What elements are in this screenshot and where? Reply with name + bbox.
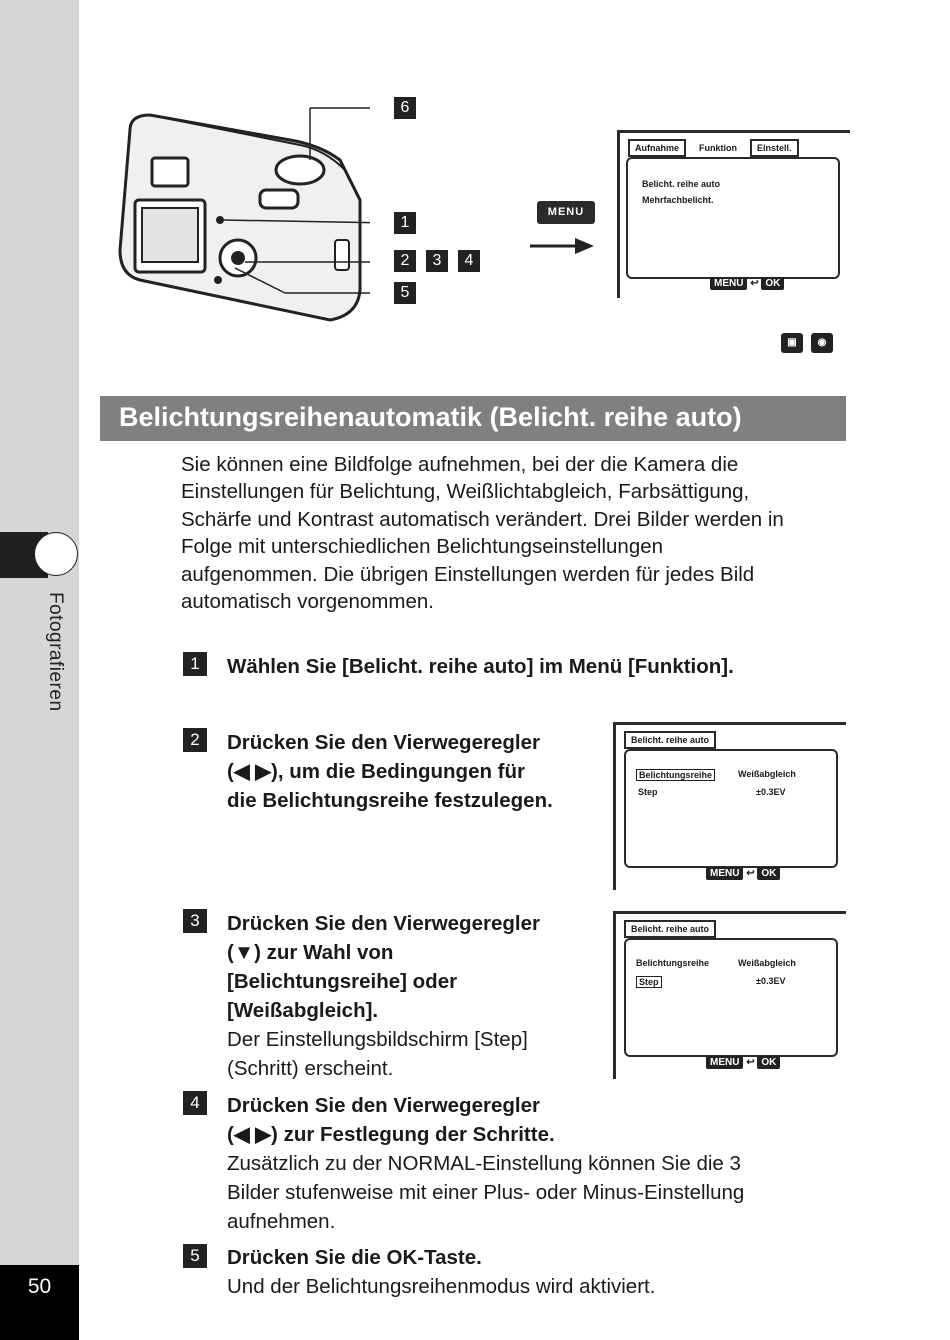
step-5-line: Und der Belichtungsreihenmodus wird aktiviert. xyxy=(227,1275,656,1298)
lcd-tab-function: Funktion xyxy=(692,139,744,157)
callout-2: 2 xyxy=(394,250,416,272)
lcd-footer xyxy=(710,278,784,289)
lcd-footer xyxy=(706,868,780,879)
chapter-tab-circle xyxy=(34,532,78,576)
picture-mode-icon: ▣ xyxy=(781,333,803,353)
lcd-col-bracket: Belichtungsreihe xyxy=(636,958,710,968)
lcd-panel xyxy=(624,749,838,868)
menu-key: MENU xyxy=(537,201,595,224)
step-4-number: 4 xyxy=(183,1091,207,1115)
step-5-text xyxy=(227,1243,655,1301)
camera-illustration xyxy=(110,90,370,335)
step-1-number: 1 xyxy=(183,652,207,676)
return-arrow-icon: ↩ xyxy=(746,868,755,879)
arrow-right-icon xyxy=(530,236,595,256)
step-3-line: (▼) zur Wahl von xyxy=(227,941,394,964)
intro-paragraph xyxy=(181,451,851,615)
chapter-label: Fotografieren xyxy=(45,592,66,712)
lcd-tab-setup: Einstell. xyxy=(750,139,799,157)
step-3-line: Der Einstellungsbildschirm [Step] xyxy=(227,1028,528,1051)
step-3-line: [Belichtungsreihe] oder xyxy=(227,970,458,993)
step-4-line: aufnehmen. xyxy=(227,1210,336,1233)
step-3-line: [Weißabgleich]. xyxy=(227,999,379,1022)
step-1-text xyxy=(227,652,734,681)
lcd-line-1: Belicht. reihe auto xyxy=(642,179,721,189)
side-margin xyxy=(0,0,79,1340)
step-4-line: Bilder stufenweise mit einer Plus- oder Minus-Einstellung xyxy=(227,1181,745,1204)
intro-line: Sie können eine Bildfolge aufnehmen, bei der die Kamera die xyxy=(181,453,739,476)
step-2-number: 2 xyxy=(183,728,207,752)
callout-4: 4 xyxy=(458,250,480,272)
lcd-footer-menu: MENU xyxy=(710,277,747,290)
callout-3: 3 xyxy=(426,250,448,272)
lcd-row-step: Step xyxy=(638,787,658,797)
lcd-footer-ok: OK xyxy=(757,867,780,880)
step-2-line: Drücken Sie den Vierwegeregler xyxy=(227,731,540,754)
callout-6: 6 xyxy=(394,97,416,119)
lcd-col-wb: Weißabgleich xyxy=(738,769,796,779)
callout-1: 1 xyxy=(394,212,416,234)
section-title: Belichtungsreihenautomatik (Belicht. reihe auto) xyxy=(119,402,742,432)
step-3-number: 3 xyxy=(183,909,207,933)
intro-line: Folge mit unterschiedlichen Belichtungseinstellungen xyxy=(181,535,664,559)
lcd-row-step: Step xyxy=(636,976,662,988)
step-4-line: (◀ ▶) zur Festlegung der Schritte. xyxy=(227,1123,555,1146)
lcd-footer-menu: MENU xyxy=(706,867,743,880)
intro-line: Einstellungen für Belichtung, Weißlichtabgleich, Farbsättigung, xyxy=(181,480,750,504)
lcd-function-menu xyxy=(617,130,850,298)
intro-line: aufgenommen. Die übrigen Einstellungen werden für jedes Bild xyxy=(181,562,755,586)
lcd-footer-menu: MENU xyxy=(706,1056,743,1069)
step-5-number: 5 xyxy=(183,1244,207,1268)
lcd-header-tab: Belicht. reihe auto xyxy=(624,731,716,749)
lcd-tab-capture: Aufnahme xyxy=(628,139,686,157)
lcd-footer xyxy=(706,1057,780,1068)
lcd-col-bracket: Belichtungsreihe xyxy=(636,769,715,781)
lcd-header-tab: Belicht. reihe auto xyxy=(624,920,716,938)
lcd-line-2: Mehrfachbelicht. xyxy=(642,195,714,205)
lcd-bracket-screen-1 xyxy=(613,722,846,890)
lcd-bracket-screen-2 xyxy=(613,911,846,1079)
step-4-text xyxy=(227,1091,744,1236)
step-5-line: Drücken Sie die OK-Taste. xyxy=(227,1246,482,1269)
step-3-text xyxy=(227,909,540,1083)
lcd-footer-ok: OK xyxy=(757,1056,780,1069)
step-4-line: Zusätzlich zu der NORMAL-Einstellung können Sie die 3 xyxy=(227,1152,741,1175)
lcd-row-value: ±0.3EV xyxy=(756,976,786,986)
step-1-line: Wählen Sie [Belicht. reihe auto] im Menü [Funktion]. xyxy=(227,655,734,678)
step-4-line: Drücken Sie den Vierwegeregler xyxy=(227,1094,540,1117)
intro-line: automatisch vorgenommen. xyxy=(181,590,434,614)
step-2-line: die Belichtungsreihe festzulegen. xyxy=(227,789,553,812)
return-arrow-icon: ↩ xyxy=(750,278,759,289)
page-number: 50 xyxy=(27,1275,52,1298)
lcd-col-wb: Weißabgleich xyxy=(738,958,796,968)
mode-icons xyxy=(781,333,833,353)
lcd-panel xyxy=(624,938,838,1057)
intro-line: Schärfe und Kontrast automatisch verändert. Drei Bilder werden in xyxy=(181,507,784,531)
lcd-row-value: ±0.3EV xyxy=(756,787,786,797)
callout-5: 5 xyxy=(394,282,416,304)
step-3-line: Drücken Sie den Vierwegeregler xyxy=(227,912,540,935)
lcd-panel xyxy=(626,157,840,279)
step-2-text xyxy=(227,728,553,815)
step-2-line: (◀ ▶), um die Bedingungen für xyxy=(227,760,526,783)
lcd-footer-ok: OK xyxy=(761,277,784,290)
return-arrow-icon: ↩ xyxy=(746,1057,755,1068)
camera-mode-icon: ◉ xyxy=(811,333,833,353)
step-3-line: (Schritt) erscheint. xyxy=(227,1057,394,1080)
